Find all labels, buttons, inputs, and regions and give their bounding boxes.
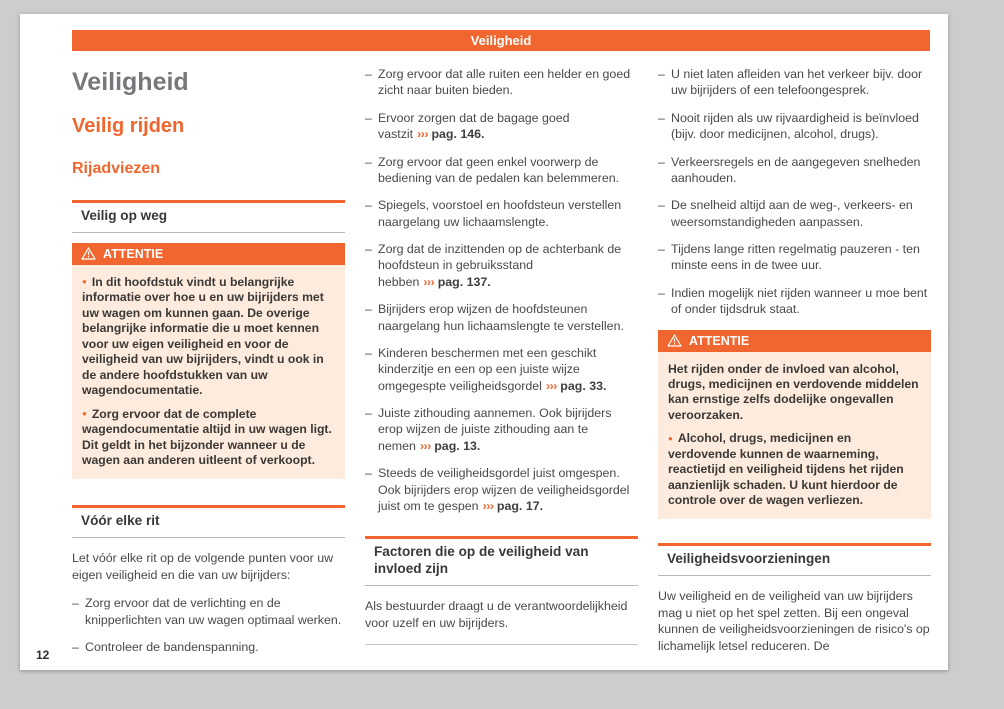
- attention-title: ATTENTIE: [103, 246, 164, 261]
- list-item-text: Zorg ervoor dat alle ruiten een helder en goed zicht naar buiten bieden.: [378, 67, 631, 98]
- page-reference-number: pag. 146.: [431, 127, 485, 142]
- topic-heading-veiligheidsvoorzieningen: Veiligheidsvoorzieningen: [658, 543, 931, 576]
- column-left: [72, 66, 345, 666]
- list-item: [658, 241, 931, 274]
- list-item-text: Spiegels, voorstoel en hoofdsteun verstellen naargelang uw lichaamslengte.: [378, 198, 622, 229]
- topic-heading-factoren: Factoren die op de veiligheid van invloed zijn: [365, 536, 638, 586]
- paragraph: Let vóór elke rit op de volgende punten voor uw eigen veiligheid en die van uw bijrijders:: [72, 550, 334, 582]
- list-item: [72, 639, 345, 655]
- chevrons-icon: ›››: [419, 438, 431, 453]
- list-item: [658, 110, 931, 143]
- chapter-title: Veiligheid: [72, 68, 189, 96]
- list-item-text: U niet laten afleiden van het verkeer bijv. door uw bijrijders of een telefoongesprek.: [671, 67, 923, 98]
- list-item-text: Nooit rijden als uw rijvaardigheid is beïnvloed (bijv. door medicijnen, alcohol, drugs).: [671, 110, 919, 142]
- page-reference-number: pag. 13.: [434, 438, 481, 453]
- checklist-middle: [365, 66, 638, 514]
- chevrons-icon: ›››: [423, 274, 435, 289]
- column-right: [658, 66, 931, 655]
- list-item: [365, 66, 638, 99]
- list-item: [365, 110, 638, 143]
- chevrons-icon: ›››: [417, 127, 429, 142]
- list-item-text: Ervoor zorgen dat de bagage goed vastzit: [378, 110, 570, 142]
- page-reference-link[interactable]: [423, 275, 490, 289]
- list-item: [658, 285, 931, 318]
- list-item: [365, 197, 638, 230]
- attention-header: [72, 243, 345, 265]
- list-item-text: Verkeersregels en de aangegeven snelheden aanhouden.: [671, 154, 921, 185]
- attention-paragraph: ● In dit hoofdstuk vindt u belangrijke informatie over hoe u en uw bijrijders met uw wagen om kunnen gaan. De overige belangrijke informatie die u moet kennen voor uw eigen veiligheid en voor de veiligheid van uw bijrijders, vindt u ook in de andere hoofdstukken van uw wagendocumentatie.: [82, 275, 335, 399]
- chevrons-icon: ›››: [545, 378, 557, 393]
- topic-heading-veilig-op-weg: Veilig op weg: [72, 200, 345, 233]
- page-reference-link[interactable]: [417, 127, 484, 141]
- checklist-left: [72, 595, 345, 655]
- list-item-text: Tijdens lange ritten regelmatig pauzeren - ten minste eens in de twee uur.: [671, 242, 920, 273]
- list-item-text: Zorg ervoor dat geen enkel voorwerp de bediening van de pedalen kan belemmeren.: [378, 154, 620, 185]
- list-item-text: Zorg ervoor dat de verlichting en de knipperlichten van uw wagen optimaal werken.: [85, 596, 342, 627]
- attention-title: ATTENTIE: [689, 333, 750, 348]
- topic-heading-voor-elke-rit: Vóór elke rit: [72, 505, 345, 538]
- page-reference-number: pag. 137.: [437, 274, 491, 289]
- chevrons-icon: ›››: [482, 498, 494, 513]
- page-reference-number: pag. 17.: [496, 498, 544, 513]
- attention-box-left: [72, 243, 345, 479]
- page-reference-link[interactable]: [483, 499, 543, 513]
- list-item-text: Steeds de veiligheidsgordel juist omgespen. Ook bijrijders erop wijzen de veiligheidsgordel juist om te gespen: [378, 466, 630, 513]
- attention-paragraph: Het rijden onder de invloed van alcohol, drugs, medicijnen en verdovende middelen kan ernstige zelfs dodelijke ongevallen veroorzaken.: [668, 361, 919, 422]
- attention-header: [658, 330, 931, 352]
- column-middle: [365, 66, 638, 645]
- checklist-right: [658, 66, 931, 318]
- page-header-banner: [72, 30, 930, 51]
- list-item-text: De snelheid altijd aan de weg-, verkeers- en weersomstandigheden aanpassen.: [671, 198, 913, 229]
- attention-body: [72, 265, 345, 479]
- attention-paragraph: ● Alcohol, drugs, medicijnen en verdovende kunnen de waarneming, reactietijd en veiligheid tijdens het rijden aanzienlijk schaden. U kunt hierdoor de controle over de wagen verliezen.: [668, 431, 921, 508]
- list-item: [365, 345, 638, 394]
- list-item-text: Kinderen beschermen met een geschikt kinderzitje en een op een juiste wijze omgegespte veiligheidsgordel: [378, 345, 597, 393]
- list-item: [365, 405, 638, 454]
- warning-icon: [81, 247, 96, 260]
- column-bottom-rule: [365, 644, 638, 645]
- list-item-text: Controleer de bandenspanning.: [85, 640, 259, 654]
- list-item: [365, 301, 638, 334]
- subsection-title: Rijadviezen: [72, 160, 161, 177]
- list-item: [365, 465, 638, 514]
- header-title: Veiligheid: [470, 33, 532, 48]
- list-item: [72, 595, 345, 628]
- list-item: [658, 66, 931, 99]
- attention-paragraph: ● Zorg ervoor dat de complete wagendocumentatie altijd in uw wagen ligt. Dit geldt in het bijzonder wanneer u de wagen aan anderen uitleent of verkoopt.: [82, 407, 335, 469]
- list-item: [365, 154, 638, 187]
- list-item: [658, 197, 931, 230]
- attention-box-right: [658, 330, 931, 519]
- page-reference-link[interactable]: [420, 439, 480, 453]
- warning-icon: [667, 334, 682, 347]
- page-reference-number: pag. 33.: [560, 378, 607, 393]
- list-item-text: Indien mogelijk niet rijden wanneer u moe bent of onder tijdsdruk staat.: [671, 285, 928, 317]
- manual-page: [20, 14, 948, 670]
- list-item-text: Juiste zithouding aannemen. Ook bijrijders erop wijzen de juiste zithouding aan te nemen: [378, 406, 612, 453]
- paragraph: Uw veiligheid en de veiligheid van uw bijrijders mag u niet op het spel zetten. Bij een ongeval kunnen de veiligheidsvoorzieningen de risico's op lichamelijk letsel reduceren. De: [658, 588, 930, 654]
- page-reference-link[interactable]: [546, 379, 606, 393]
- list-item-text: Zorg dat de inzittenden op de achterbank de hoofdsteun in gebruiksstand hebben: [378, 242, 622, 289]
- page-number: 12: [36, 648, 50, 662]
- list-item-text: Bijrijders erop wijzen de hoofdsteunen naargelang hun lichaamslengte te verstellen.: [378, 302, 624, 333]
- list-item: [365, 241, 638, 290]
- attention-body: [658, 352, 931, 519]
- paragraph: Als bestuurder draagt u de verantwoordelijkheid voor uzelf en uw bijrijders.: [365, 599, 628, 630]
- list-item: [658, 154, 931, 187]
- section-title: Veilig rijden: [72, 115, 185, 137]
